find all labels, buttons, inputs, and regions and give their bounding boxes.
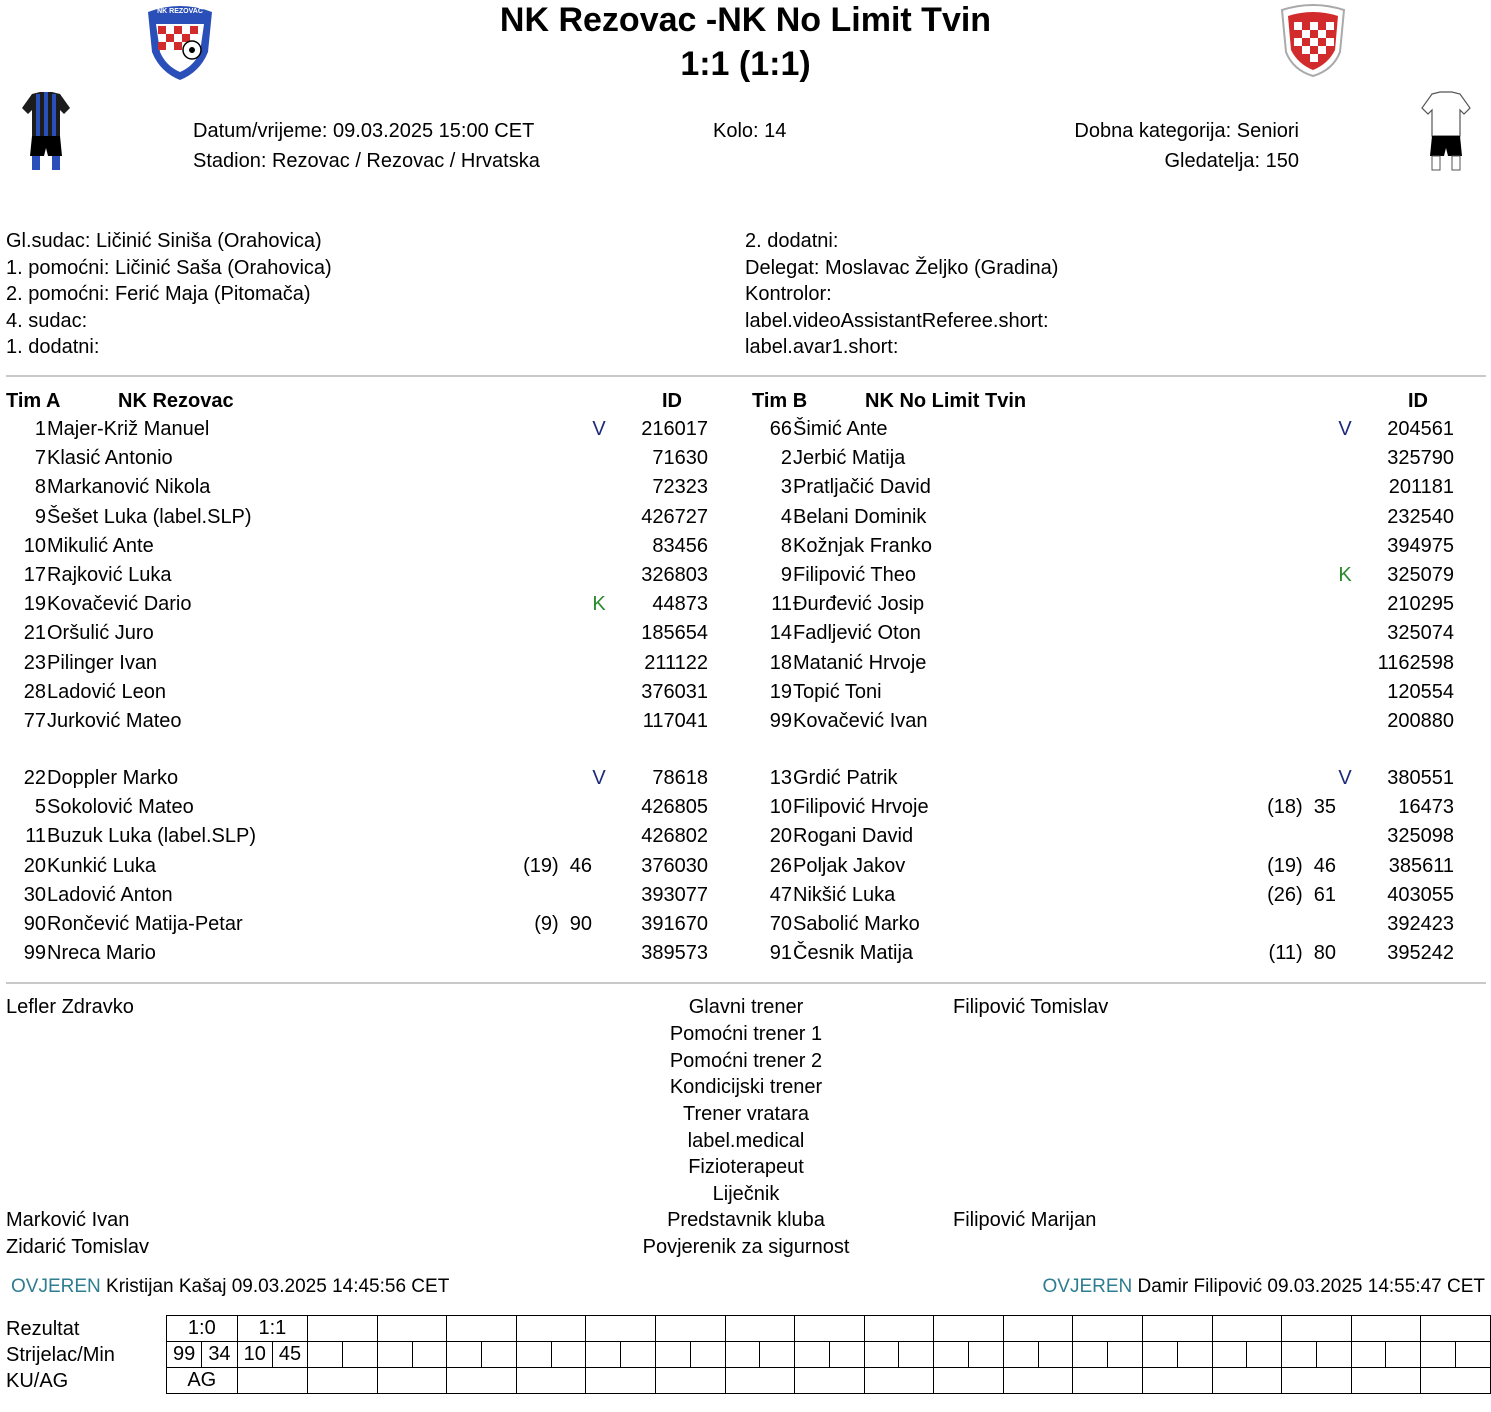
home-kit-icon <box>20 90 72 174</box>
official-line: 1. dodatni: <box>6 336 100 358</box>
player-row <box>752 881 1487 910</box>
player-row <box>6 939 741 968</box>
kuag-cell <box>1003 1368 1073 1394</box>
team-a-label: Tim A <box>6 390 61 412</box>
home-logo-text: NK REZOVAC <box>157 8 203 15</box>
result-cell <box>795 1316 865 1342</box>
player-name: Šešet Luka (label.SLP) <box>47 505 252 528</box>
player-id: 376030 <box>641 854 708 877</box>
player-id: 1162598 <box>1377 651 1454 674</box>
player-number: 9 <box>780 564 792 586</box>
player-number: 4 <box>780 505 792 528</box>
player-id: 216017 <box>641 418 708 440</box>
goal-minute-cell <box>1108 1342 1143 1368</box>
kuag-cell <box>308 1368 378 1394</box>
kuag-cell <box>934 1368 1004 1394</box>
player-name: Pratljačić David <box>793 476 931 499</box>
staff-role: Kondicijski trener <box>669 1076 823 1098</box>
official-line: Delegat: Moslavac Željko (Gradina) <box>745 256 1059 279</box>
goal-minute-cell <box>482 1342 517 1368</box>
player-name: Poljak Jakov <box>793 854 906 877</box>
scorer-number-cell <box>1003 1342 1038 1368</box>
kuag-cell <box>586 1368 656 1394</box>
player-number: 19 <box>769 680 792 703</box>
scorer-number-cell <box>447 1342 482 1368</box>
player-name: Jurković Mateo <box>47 710 182 732</box>
player-name: Mikulić Ante <box>47 534 154 557</box>
player-name: Nikšić Luka <box>793 883 896 906</box>
goal-minute-cell <box>1038 1342 1073 1368</box>
player-id: 44873 <box>652 593 708 616</box>
player-name: Filipović Hrvoje <box>793 796 929 819</box>
goal-minute-cell <box>1177 1342 1212 1368</box>
player-number: 22 <box>23 767 46 789</box>
player-number: 21 <box>23 622 46 645</box>
substitution-info: (19) 46 <box>1267 854 1336 877</box>
player-id: 211122 <box>644 651 708 674</box>
official-line: 2. dodatni: <box>745 230 839 252</box>
player-name: Kovačević Dario <box>47 593 192 616</box>
player-number: 13 <box>769 767 792 789</box>
player-row <box>752 503 1487 532</box>
player-number: 30 <box>23 883 46 906</box>
verification-right <box>1043 1275 1486 1299</box>
official-line: Gl.sudac: Ličinić Siniša (Orahovica) <box>6 230 322 252</box>
goalkeeper-mark: V <box>592 418 606 440</box>
player-name: Đurđević Josip <box>793 593 925 616</box>
player-number: 18 <box>769 651 792 674</box>
player-id: 185654 <box>641 622 708 645</box>
player-name: Oršulić Juro <box>47 622 154 645</box>
result-cell <box>1212 1316 1282 1342</box>
player-row <box>752 561 1487 590</box>
player-number: 99 <box>769 710 792 732</box>
player-number: 77 <box>23 710 46 732</box>
player-row <box>6 444 741 473</box>
player-id: 326803 <box>641 564 708 586</box>
verified-by: Kristijan Kašaj 09.03.2025 14:45:56 CET <box>106 1276 450 1297</box>
player-row <box>6 532 741 561</box>
team-a-id-header: ID <box>662 390 682 412</box>
staff-team-a: Marković Ivan <box>6 1209 130 1231</box>
scorer-number-cell <box>377 1342 412 1368</box>
player-number: 1 <box>34 418 46 440</box>
player-number: 8 <box>34 476 46 499</box>
player-number: 8 <box>780 534 792 557</box>
captain-mark: K <box>1338 564 1352 586</box>
player-number: 28 <box>23 680 46 703</box>
official-line: 4. sudac: <box>6 309 88 332</box>
result-cell <box>516 1316 586 1342</box>
player-name: Rogani David <box>793 825 914 848</box>
player-id: 83456 <box>652 534 708 557</box>
staff-role: Predstavnik kluba <box>667 1209 825 1231</box>
player-name: Matanić Hrvoje <box>793 651 927 674</box>
kuag-cell <box>725 1368 795 1394</box>
player-number: 9 <box>34 505 46 528</box>
substitution-info: (19) 46 <box>523 854 592 877</box>
player-row <box>6 881 741 910</box>
player-name: Majer-Križ Manuel <box>47 418 210 440</box>
player-id: 426727 <box>641 505 708 528</box>
player-row <box>6 473 741 502</box>
official-line: 1. pomoćni: Ličinić Saša (Orahovica) <box>6 256 332 279</box>
player-name: Rončević Matija-Petar <box>47 913 243 935</box>
player-row <box>752 415 1487 444</box>
scorer-number-cell <box>934 1342 969 1368</box>
player-id: 72323 <box>652 476 708 499</box>
result-cell: 1:1 <box>237 1316 308 1342</box>
player-number: 99 <box>23 942 46 965</box>
divider <box>6 982 1486 984</box>
substitution-info: (9) 90 <box>534 913 592 935</box>
player-name: Ladović Leon <box>47 680 166 703</box>
staff-role: Fizioterapeut <box>688 1156 804 1178</box>
player-row <box>752 619 1487 648</box>
captain-mark: K <box>592 593 606 616</box>
player-id: 389573 <box>641 942 708 965</box>
result-cell <box>447 1316 517 1342</box>
player-id: 120554 <box>1387 680 1454 703</box>
verified-status: OVJEREN <box>11 1276 101 1297</box>
player-row <box>6 852 741 881</box>
player-name: Kovačević Ivan <box>793 710 928 732</box>
goal-minute-cell <box>342 1342 377 1368</box>
result-cell <box>656 1316 726 1342</box>
officials-left <box>6 229 332 362</box>
staff-role: Glavni trener <box>688 996 804 1018</box>
result-cell <box>725 1316 795 1342</box>
player-id: 393077 <box>641 883 708 906</box>
player-name: Belani Dominik <box>793 505 927 528</box>
player-name: Kunkić Luka <box>47 854 156 877</box>
player-name: Markanović Nikola <box>47 476 211 499</box>
player-id: 325790 <box>1387 447 1454 470</box>
player-row <box>752 707 1487 736</box>
player-row <box>752 444 1487 473</box>
goals-label-kuag: KU/AG <box>6 1370 69 1392</box>
goal-minute-cell: 34 <box>202 1342 237 1368</box>
player-id: 200880 <box>1387 710 1454 732</box>
match-round: Kolo: 14 <box>713 120 787 142</box>
player-name: Kožnjak Franko <box>793 534 932 557</box>
player-name: Sokolović Mateo <box>47 796 194 819</box>
kuag-cell <box>1421 1368 1491 1394</box>
kuag-cell <box>1282 1368 1352 1394</box>
player-id: 380551 <box>1387 767 1454 789</box>
scorer-number-cell <box>1351 1342 1386 1368</box>
goal-minute-cell <box>899 1342 934 1368</box>
player-row <box>752 764 1487 793</box>
scorer-number-cell <box>1282 1342 1317 1368</box>
staff-role: label.medical <box>687 1130 805 1152</box>
player-row <box>6 793 741 822</box>
player-number: 20 <box>769 825 792 848</box>
verified-by: Damir Filipović 09.03.2025 14:55:47 CET <box>1137 1276 1485 1297</box>
goal-minute-cell <box>829 1342 864 1368</box>
team-a-name: NK Rezovac <box>118 390 234 412</box>
player-name: Doppler Marko <box>47 767 179 789</box>
goal-minute-cell: 45 <box>272 1342 307 1368</box>
goal-minute-cell <box>1247 1342 1282 1368</box>
player-id: 391670 <box>641 913 708 935</box>
kuag-cell <box>1142 1368 1212 1394</box>
player-row <box>6 649 741 678</box>
scorer-number-cell <box>308 1342 343 1368</box>
player-number: 17 <box>23 564 46 586</box>
player-row <box>6 707 741 736</box>
goal-minute-cell <box>621 1342 656 1368</box>
verified-status: OVJEREN <box>1042 1276 1133 1297</box>
player-id: 325079 <box>1387 564 1454 586</box>
player-id: 325074 <box>1387 622 1454 645</box>
player-row <box>752 532 1487 561</box>
kuag-cell: AG <box>167 1368 238 1394</box>
staff-team-a: Zidarić Tomislav <box>6 1236 149 1258</box>
official-line: label.avar1.short: <box>745 336 899 358</box>
player-number: 47 <box>769 883 792 906</box>
match-score: 1:1 (1:1) <box>680 45 811 83</box>
player-id: 201181 <box>1388 476 1454 499</box>
player-row <box>752 473 1487 502</box>
player-id: 394975 <box>1387 534 1454 557</box>
player-name: Ladović Anton <box>47 883 173 906</box>
match-spectators: Gledatelja: 150 <box>1164 150 1299 172</box>
verification-left <box>11 1275 449 1299</box>
player-row <box>752 649 1487 678</box>
player-number: 3 <box>780 476 792 499</box>
team-b-name: NK No Limit Tvin <box>865 390 1027 412</box>
kuag-cell <box>656 1368 726 1394</box>
player-id: 325098 <box>1387 825 1454 848</box>
player-row <box>752 590 1487 619</box>
player-id: 385611 <box>1388 854 1454 877</box>
kuag-cell <box>864 1368 934 1394</box>
official-line: label.videoAssistantReferee.short: <box>745 309 1049 332</box>
player-number: 20 <box>23 854 46 877</box>
kuag-cell <box>447 1368 517 1394</box>
staff-role: Trener vratara <box>683 1103 809 1125</box>
player-name: Jerbić Matija <box>793 447 906 470</box>
kuag-cell <box>795 1368 865 1394</box>
staff-role: Liječnik <box>712 1183 780 1205</box>
player-row <box>6 619 741 648</box>
player-name: Sabolić Marko <box>793 913 920 935</box>
player-name: Česnik Matija <box>793 942 914 965</box>
result-cell <box>308 1316 378 1342</box>
player-number: 26 <box>769 854 792 877</box>
substitution-info: (11) 80 <box>1268 942 1336 965</box>
player-id: 71630 <box>652 447 708 470</box>
goal-minute-cell <box>1316 1342 1351 1368</box>
player-number: 14 <box>769 622 792 645</box>
team-b-label: Tim B <box>752 390 808 412</box>
player-number: 7 <box>34 447 46 470</box>
scorer-number-cell <box>864 1342 899 1368</box>
result-cell <box>864 1316 934 1342</box>
player-name: Fadljević Oton <box>793 622 921 645</box>
kuag-cell <box>1212 1368 1282 1394</box>
player-number: 11 <box>771 593 792 616</box>
staff-role: Pomoćni trener 2 <box>669 1050 823 1072</box>
player-id: 232540 <box>1387 505 1454 528</box>
goal-minute-cell <box>760 1342 795 1368</box>
goal-minute-cell <box>551 1342 586 1368</box>
result-cell <box>1142 1316 1212 1342</box>
player-number: 66 <box>769 418 792 440</box>
goal-minute-cell <box>690 1342 725 1368</box>
player-row <box>6 590 741 619</box>
kuag-cell <box>1351 1368 1421 1394</box>
result-cell <box>1282 1316 1352 1342</box>
scorer-number-cell: 99 <box>167 1342 202 1368</box>
player-name: Šimić Ante <box>793 418 888 440</box>
player-name: Pilinger Ivan <box>47 651 158 674</box>
scorer-number-cell <box>795 1342 830 1368</box>
staff-team-b: Filipović Tomislav <box>953 996 1109 1018</box>
player-id: 426802 <box>641 825 708 848</box>
player-id: 210295 <box>1387 593 1454 616</box>
kuag-cell <box>237 1368 308 1394</box>
player-id: 78618 <box>652 767 708 789</box>
scorer-number-cell: 10 <box>237 1342 272 1368</box>
player-row <box>6 503 741 532</box>
result-cell <box>377 1316 447 1342</box>
player-number: 90 <box>23 913 46 935</box>
official-line: 2. pomoćni: Ferić Maja (Pitomača) <box>6 283 311 305</box>
match-category: Dobna kategorija: Seniori <box>1074 120 1299 142</box>
player-row <box>752 678 1487 707</box>
staff-role: Povjerenik za sigurnost <box>642 1236 850 1258</box>
player-id: 376031 <box>641 680 708 703</box>
player-row <box>6 910 741 939</box>
staff-team-a: Lefler Zdravko <box>6 996 134 1018</box>
divider <box>6 375 1486 377</box>
player-row <box>6 561 741 590</box>
player-row <box>752 910 1487 939</box>
goalkeeper-mark: V <box>592 767 606 789</box>
scorer-number-cell <box>1421 1342 1456 1368</box>
result-cell: 1:0 <box>167 1316 238 1342</box>
kuag-cell <box>516 1368 586 1394</box>
match-datetime: Datum/vrijeme: 09.03.2025 15:00 CET <box>193 120 535 142</box>
goals-label-scorer: Strijelac/Min <box>6 1344 115 1366</box>
result-cell <box>1421 1316 1491 1342</box>
scorer-number-cell <box>656 1342 691 1368</box>
player-id: 403055 <box>1387 883 1454 906</box>
player-name: Topić Toni <box>793 680 882 703</box>
player-number: 10 <box>23 534 46 557</box>
player-row <box>752 852 1487 881</box>
player-row <box>6 415 741 444</box>
player-row <box>6 822 741 851</box>
away-kit-icon <box>1420 90 1472 174</box>
team-b-id-header: ID <box>1408 390 1428 412</box>
goal-minute-cell <box>412 1342 447 1368</box>
player-name: Klasić Antonio <box>47 447 173 470</box>
player-number: 91 <box>769 942 792 965</box>
player-name: Buzuk Luka (label.SLP) <box>47 825 257 848</box>
match-stadium: Stadion: Rezovac / Rezovac / Hrvatska <box>193 150 540 172</box>
result-cell <box>1003 1316 1073 1342</box>
player-number: 11 <box>25 825 46 848</box>
goals-grid <box>166 1315 1491 1394</box>
goalkeeper-mark: V <box>1338 418 1352 440</box>
substitution-info: (18) 35 <box>1267 796 1336 819</box>
result-cell <box>586 1316 656 1342</box>
player-id: 395242 <box>1387 942 1454 965</box>
player-name: Nreca Mario <box>47 942 156 965</box>
officials-right <box>745 229 1058 362</box>
scorer-number-cell <box>725 1342 760 1368</box>
match-title: NK Rezovac -NK No Limit Tvin <box>499 1 992 39</box>
result-cell <box>934 1316 1004 1342</box>
scorer-number-cell <box>516 1342 551 1368</box>
scorer-number-cell <box>1073 1342 1108 1368</box>
player-id: 204561 <box>1387 418 1454 440</box>
goal-minute-cell <box>1386 1342 1421 1368</box>
result-cell <box>1073 1316 1143 1342</box>
player-row <box>752 793 1487 822</box>
player-number: 23 <box>23 651 46 674</box>
player-number: 5 <box>34 796 46 819</box>
player-row <box>752 939 1487 968</box>
player-number: 10 <box>769 796 792 819</box>
goals-label-result: Rezultat <box>6 1318 80 1340</box>
goal-minute-cell <box>1455 1342 1490 1368</box>
player-number: 19 <box>23 593 46 616</box>
scorer-number-cell <box>1142 1342 1177 1368</box>
scorer-number-cell <box>586 1342 621 1368</box>
player-name: Filipović Theo <box>793 564 917 586</box>
player-id: 16473 <box>1398 796 1454 819</box>
player-name: Rajković Luka <box>47 564 172 586</box>
goal-minute-cell <box>969 1342 1004 1368</box>
substitution-info: (26) 61 <box>1267 883 1336 906</box>
player-row <box>752 822 1487 851</box>
kuag-cell <box>377 1368 447 1394</box>
staff-role: Pomoćni trener 1 <box>669 1023 823 1045</box>
official-line: Kontrolor: <box>745 283 832 305</box>
kuag-cell <box>1073 1368 1143 1394</box>
result-cell <box>1351 1316 1421 1342</box>
player-row <box>6 678 741 707</box>
goalkeeper-mark: V <box>1338 767 1352 789</box>
player-name: Grdić Patrik <box>793 767 898 789</box>
player-id: 426805 <box>641 796 708 819</box>
player-row <box>6 764 741 793</box>
scorer-number-cell <box>1212 1342 1247 1368</box>
player-id: 117041 <box>642 710 708 732</box>
player-number: 70 <box>769 913 792 935</box>
staff-team-b: Filipović Marijan <box>953 1209 1097 1231</box>
player-number: 2 <box>780 447 792 470</box>
player-id: 392423 <box>1387 913 1454 935</box>
